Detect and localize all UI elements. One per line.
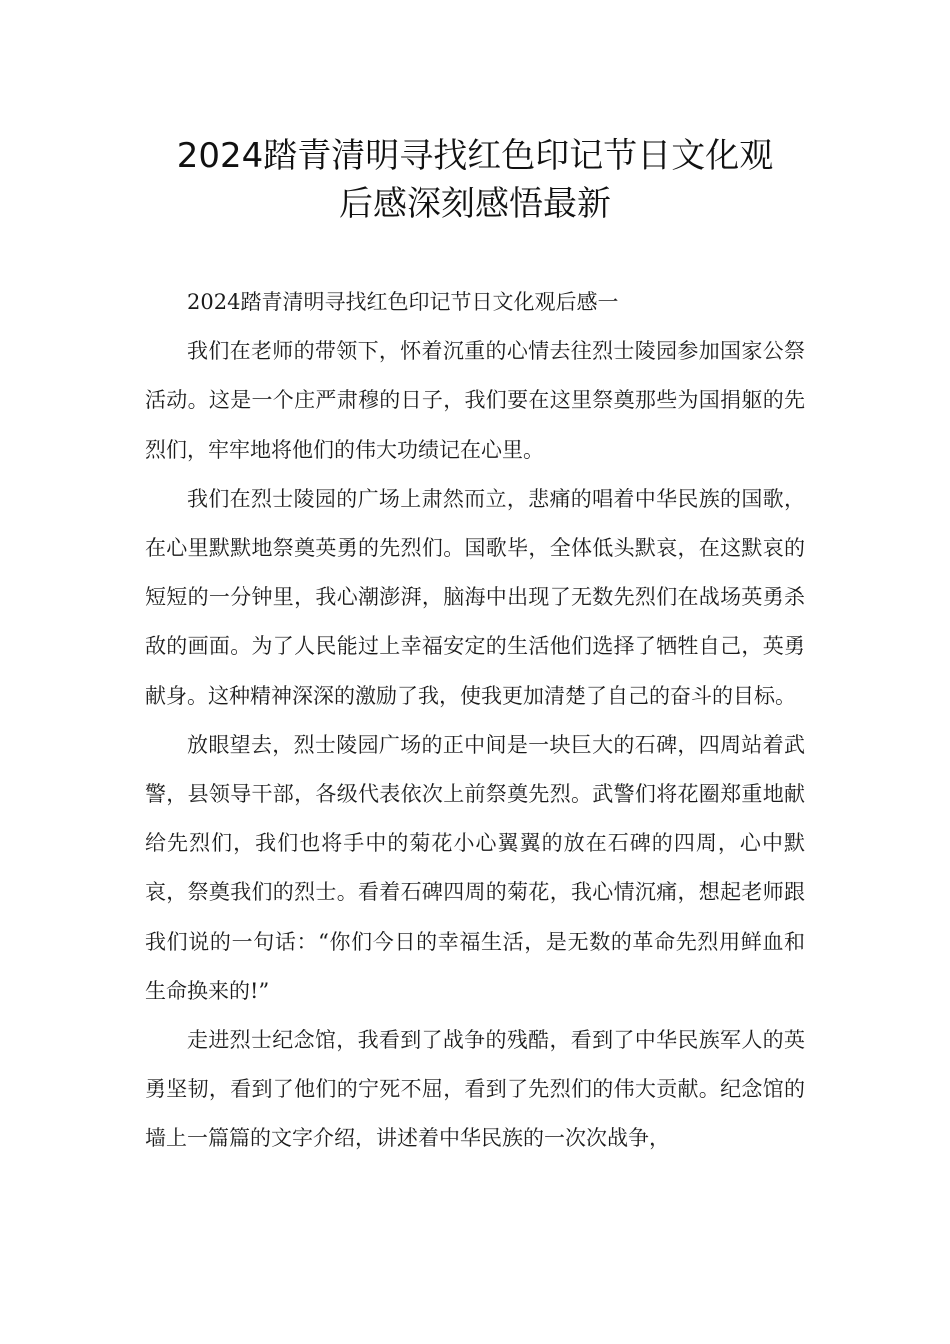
title-line-2: 后感深刻感悟最新: [339, 184, 611, 224]
section-subtitle: 2024踏青清明寻找红色印记节日文化观后感一: [187, 290, 619, 314]
document-body: [145, 278, 805, 1164]
document-title: [120, 132, 830, 228]
paragraph-1: 我们在老师的带领下，怀着沉重的心情去往烈士陵园参加国家公祭活动。这是一个庄严肃穆的日子，我们要在这里祭奠那些为国捐躯的先烈们，牢牢地将他们的伟大功绩记在心里。: [145, 339, 805, 462]
paragraph-4: 走进烈士纪念馆，我看到了战争的残酷，看到了中华民族军人的英勇坚韧，看到了他们的宁死不屈，看到了先烈们的伟大贡献。纪念馆的墙上一篇篇的文字介绍，讲述着中华民族的一次次战争，: [145, 1028, 805, 1151]
title-line-1: 2024踏青清明寻找红色印记节日文化观: [176, 136, 774, 176]
paragraph-2: 我们在烈士陵园的广场上肃然而立，悲痛的唱着中华民族的国歌，在心里默默地祭奠英勇的先烈们。国歌毕，全体低头默哀，在这默哀的短短的一分钟里，我心潮澎湃，脑海中出现了无数先烈们在战场英勇杀敌的画面。为了人民能过上幸福安定的生活他们选择了牺牲自己，英勇献身。这种精神深深的激励了我，使我更加清楚了自己的奋斗的目标。: [145, 486, 805, 708]
paragraph-3: 放眼望去，烈士陵园广场的正中间是一块巨大的石碑，四周站着武警，县领导干部，各级代表依次上前祭奠先烈。武警们将花圈郑重地献给先烈们，我们也将手中的菊花小心翼翼的放在石碑的四周，心中默哀，祭奠我们的烈士。看着石碑四周的菊花，我心情沉痛，想起老师跟我们说的一句话：“你们今日的幸福生活，是无数的革命先烈用鲜血和生命换来的!”: [145, 732, 805, 1003]
